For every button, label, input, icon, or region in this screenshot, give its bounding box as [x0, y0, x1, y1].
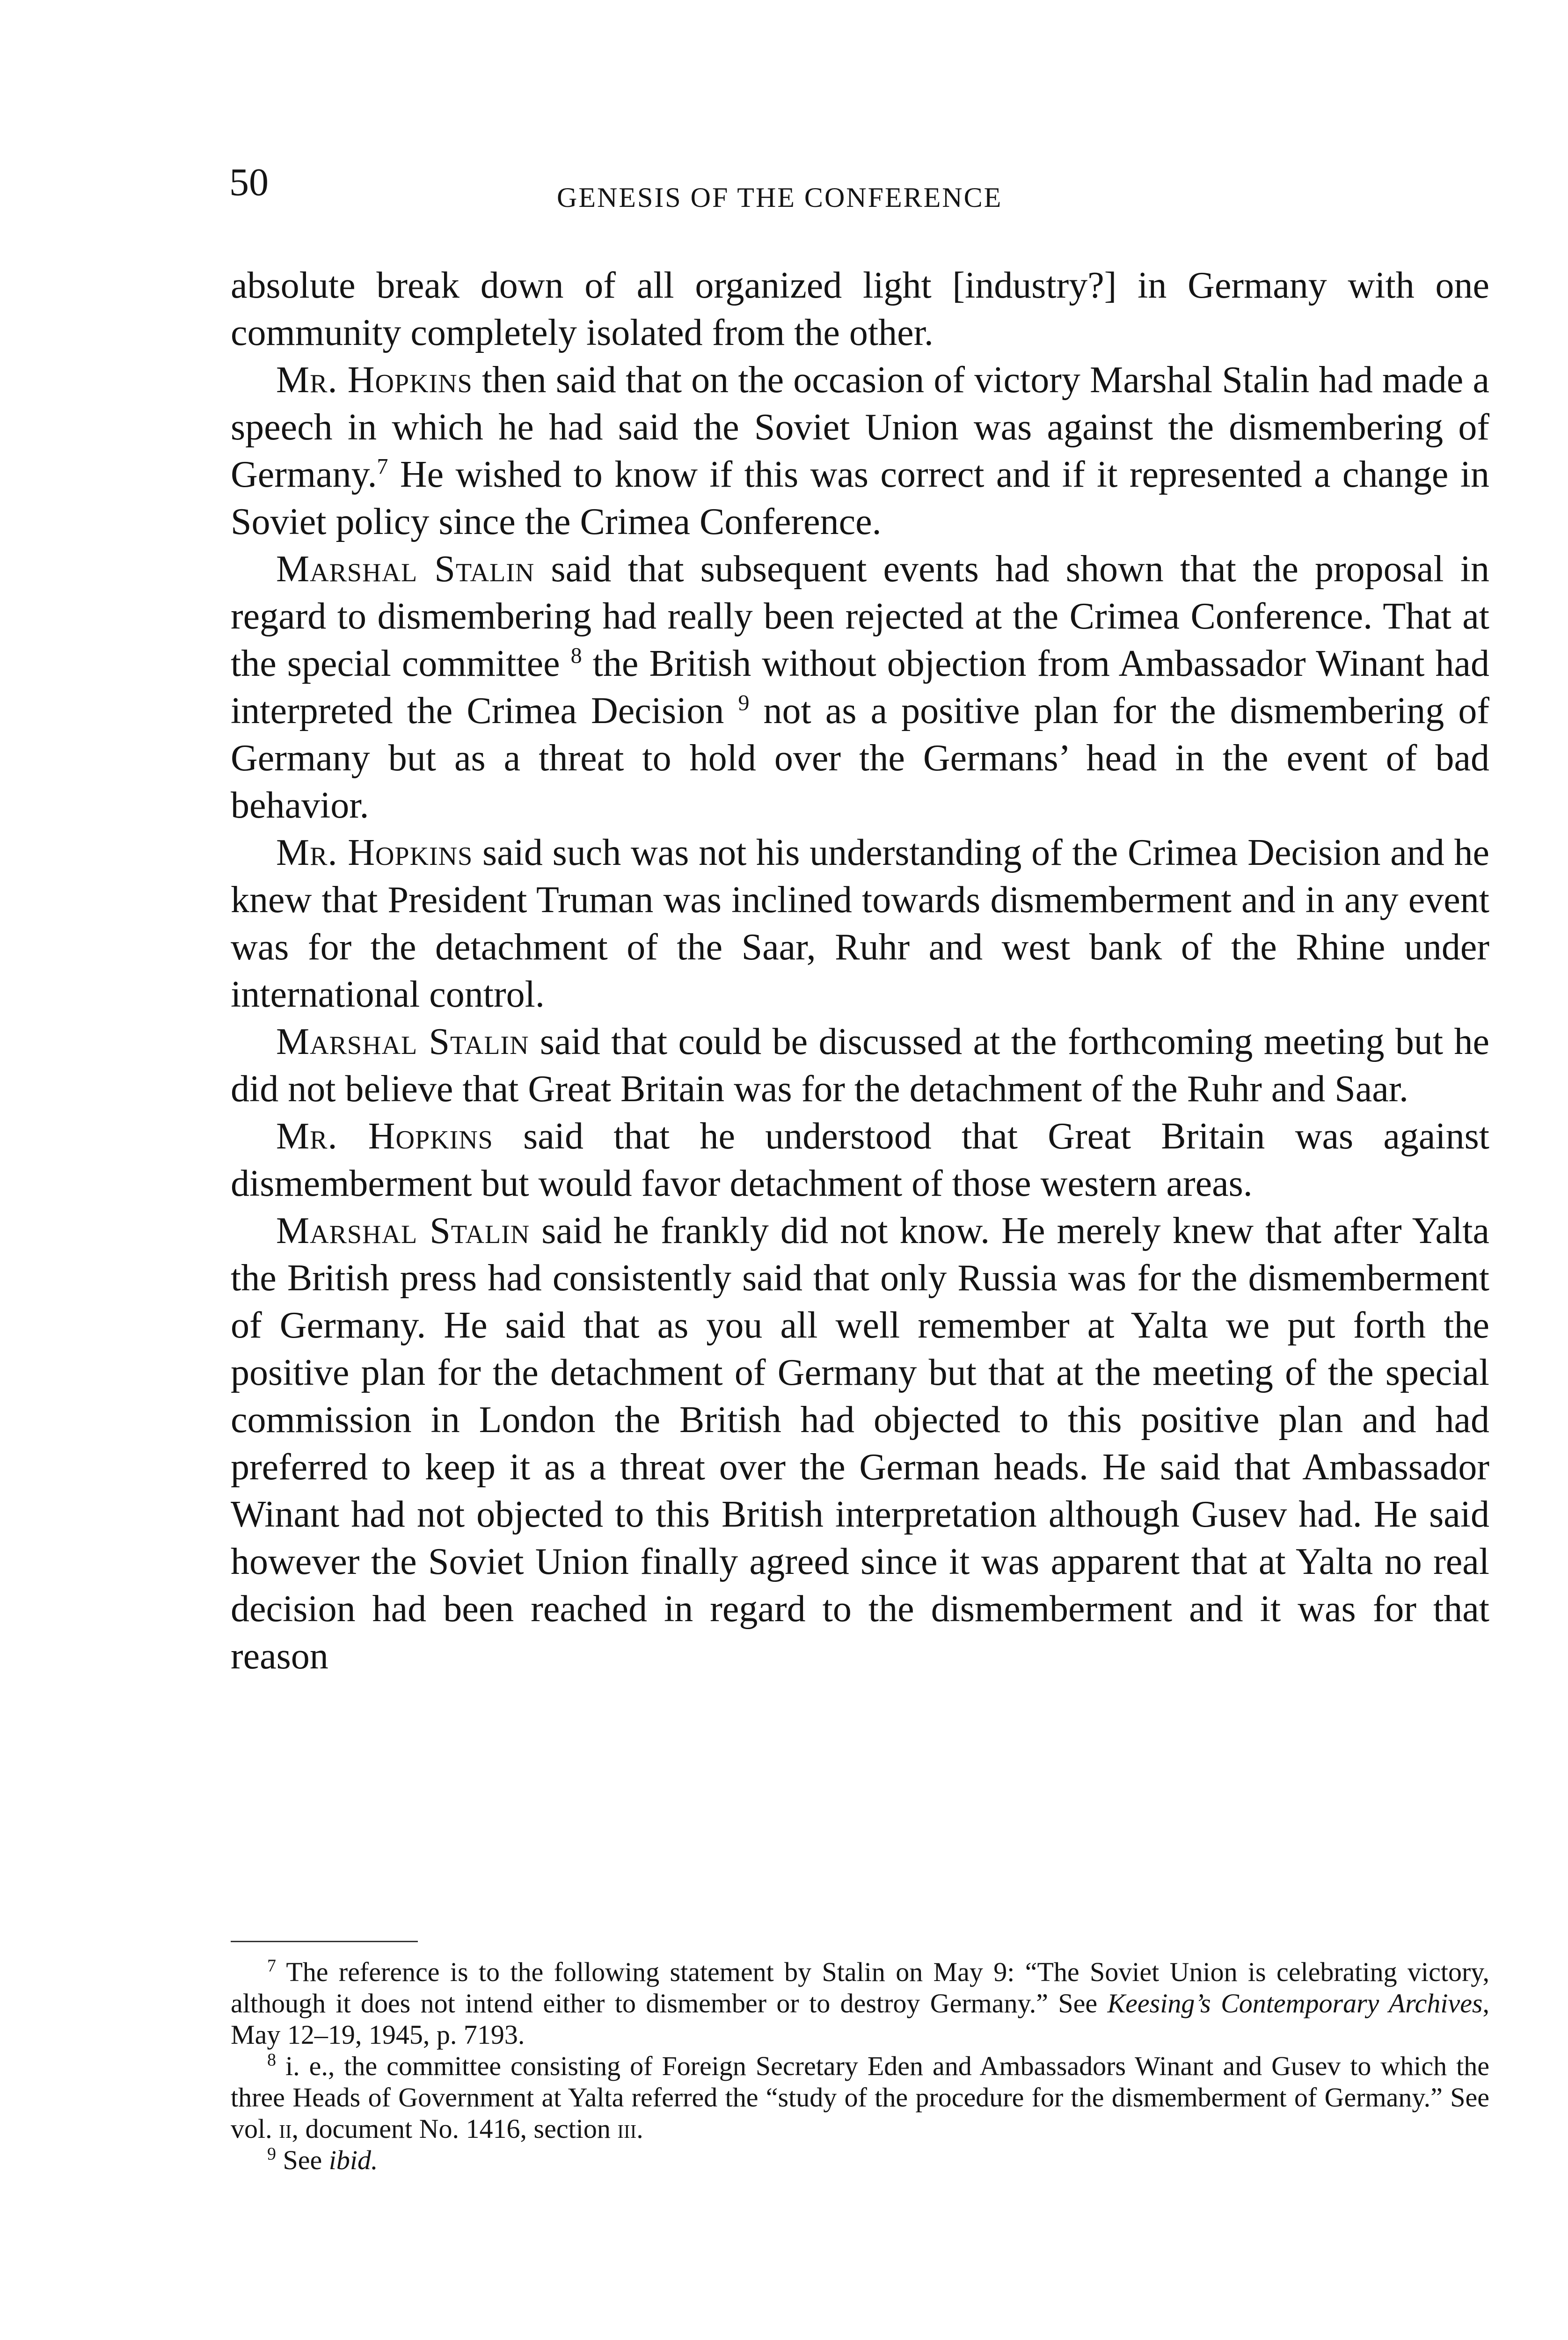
footnote-7 [231, 1956, 1489, 2050]
footnote-reference[interactable]: 7 [377, 454, 388, 479]
section-number: iii [617, 2113, 637, 2144]
paragraph-stalin-2 [231, 1018, 1489, 1113]
paragraph-hopkins-3 [231, 1113, 1489, 1207]
footnote-reference[interactable]: 8 [570, 643, 582, 668]
footnote-text: , May 12–19, 1945, p. 7193. [231, 1988, 1490, 2050]
paragraph-text: He wished to know if this was correct and if it represented a change in Soviet policy since the Crimea Conference. [231, 454, 1489, 542]
speaker-name: Mr. Hopkins [276, 832, 473, 873]
footnote-mark: 9 [267, 2144, 276, 2164]
paragraph-hopkins-2 [231, 829, 1489, 1018]
footnote-citation: Keesing’s Contemporary Archives [1107, 1988, 1483, 2018]
footnote-reference[interactable]: 9 [738, 690, 750, 716]
paragraph-stalin-3 [231, 1207, 1489, 1680]
footnote-9 [231, 2144, 1489, 2176]
footnote-text: The reference is to the following statement by Stalin on May 9: “The Soviet Union is celebrating victory, although it does not intend either to dismember or to destroy Germany.” See [231, 1957, 1489, 2018]
paragraph-text: said that he understood that Great Britain was against dismemberment but would favor detachment of those western areas. [231, 1116, 1489, 1204]
footnotes [231, 1956, 1489, 2176]
paragraph-text: said such was not his understanding of the Crimea Decision and he knew that President Truman was inclined towards dismemberment and in any event was for the detachment of the Saar, Ruhr and west bank of the Rhine under international control. [231, 832, 1489, 1015]
footnote-text: i. e., the committee consisting of Foreign Secretary Eden and Ambassadors Winant and Gusev to which the three Heads of Government at Yalta referred the “study of the procedure for the dismemberment of Germany.” See vol. [231, 2051, 1489, 2144]
paragraph-text: said he frankly did not know. He merely knew that after Yalta the British press had consistently said that only Russia was for the dismemberment of Germany. He said that as you all well remember at Yalta we put forth the positive plan for the detachment of Germany but that at the meeting of the special commission in London the British had objected to this positive plan and had preferred to keep it as a threat over the German heads. He said that Ambassador Winant had not objected to this British interpretation although Gusev had. He said however the Soviet Union finally agreed since it was apparent that at Yalta no real decision had been reached in regard to the dismemberment and it was for that reason [231, 1210, 1489, 1677]
page-number: 50 [229, 161, 269, 204]
footnote-text: . [636, 2113, 643, 2144]
speaker-name: Mr. Hopkins [276, 1116, 493, 1157]
body-text [231, 262, 1489, 1680]
paragraph-text: the British without objection from Ambassador Winant had interpreted the Crimea Decision [231, 643, 1490, 731]
paragraph-stalin-1 [231, 546, 1489, 829]
footnote-8 [231, 2050, 1489, 2144]
running-head: GENESIS OF THE CONFERENCE [557, 182, 1003, 213]
paragraph-text: then said that on the occasion of victory Marshal Stalin had made a speech in which he had said the Soviet Union was against the dismembering of Germany. [231, 359, 1489, 495]
footnote-mark: 7 [267, 1956, 276, 1976]
paragraph-text: not as a positive plan for the dismembering of Germany but as a threat to hold over the Germans’ head in the event of bad behavior. [231, 690, 1490, 826]
volume-number: ii [279, 2113, 292, 2144]
paragraph-text: said that subsequent events had shown that the proposal in regard to dismembering had really been rejected at the Crimea Conference. That at the special committee [231, 548, 1489, 684]
footnote-text: See [276, 2145, 329, 2175]
speaker-name: Marshal Stalin [276, 548, 535, 590]
footnote-citation: ibid. [328, 2145, 378, 2175]
speaker-name: Marshal Stalin [276, 1210, 530, 1251]
paragraph-text: said that could be discussed at the forthcoming meeting but he did not believe that Great Britain was for the detachment of the Ruhr and Saar. [231, 1021, 1489, 1110]
speaker-name: Mr. Hopkins [276, 359, 473, 401]
footnote-mark: 8 [267, 2050, 276, 2070]
footnote-divider [231, 1941, 418, 1942]
speaker-name: Marshal Stalin [276, 1021, 529, 1062]
footnote-text: , document No. 1416, section [292, 2113, 618, 2144]
paragraph-continued: absolute break down of all organized light [industry?] in Germany with one community completely isolated from the other. [231, 265, 1489, 353]
paragraph-hopkins-1 [231, 357, 1489, 546]
